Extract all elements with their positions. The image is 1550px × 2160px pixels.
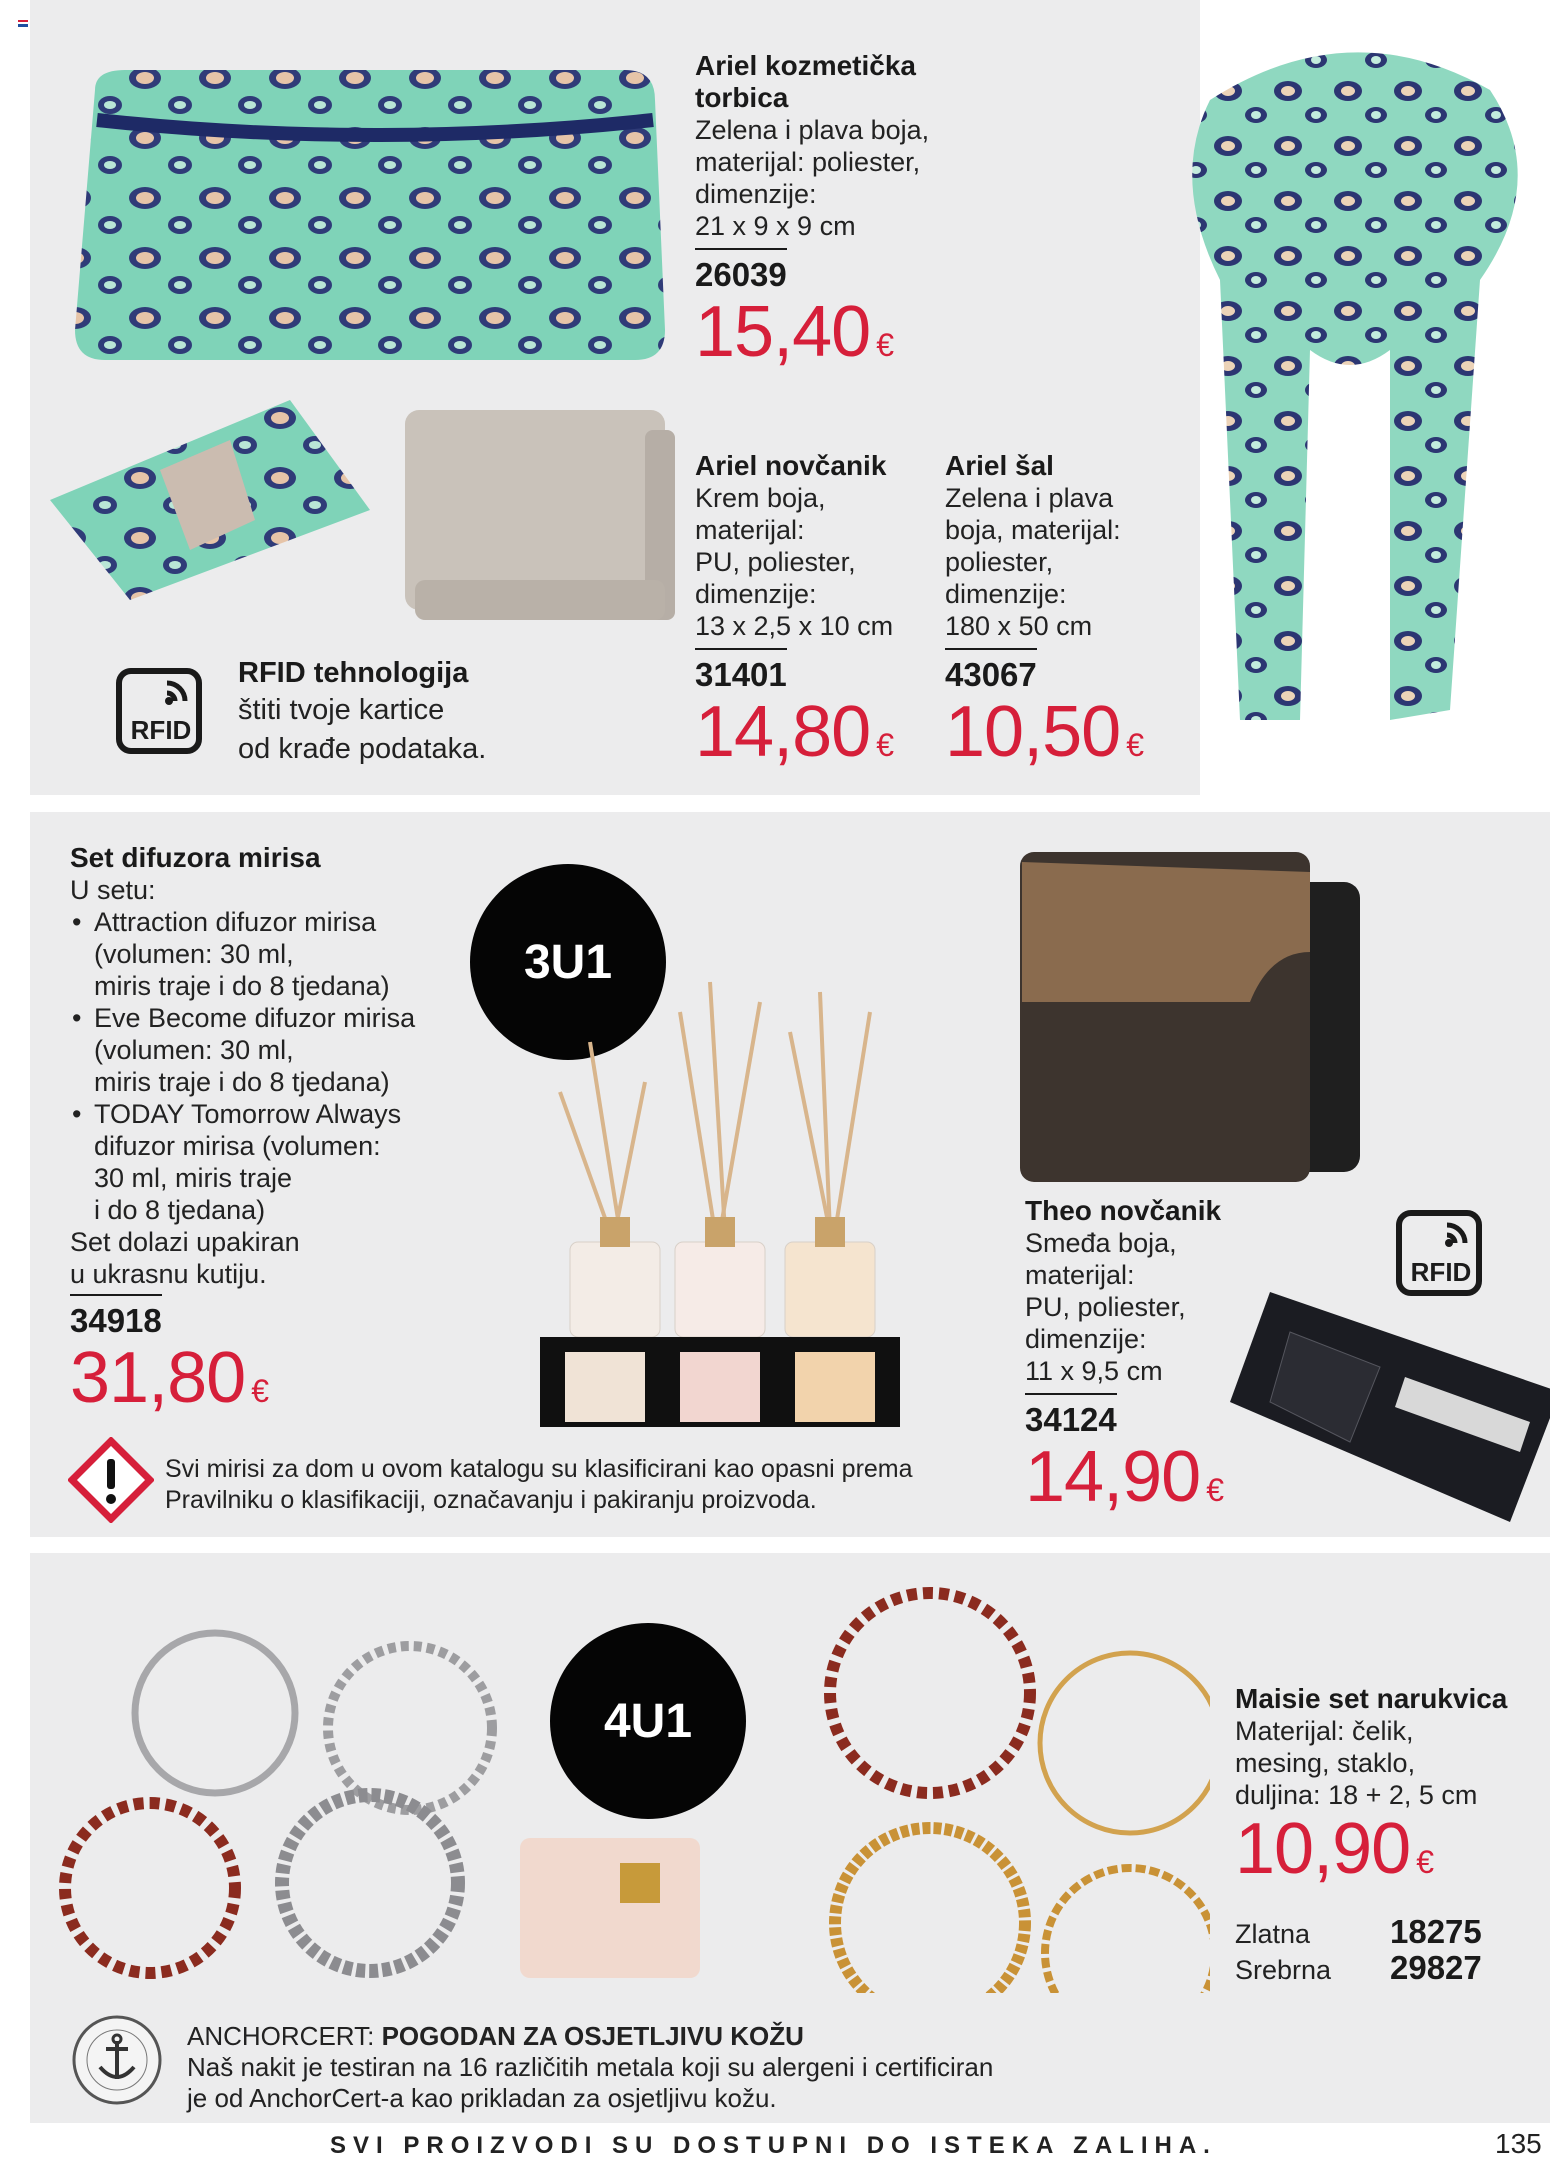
- scarf-desc-line-1: Zelena i plava: [945, 483, 1114, 513]
- wallet-desc-line-3: PU, poliester,: [695, 547, 856, 577]
- bracelets-title: Maisie set narukvica: [1235, 1683, 1508, 1714]
- diffuser-item-3-line-2: difuzor mirisa (volumen:: [94, 1131, 381, 1161]
- bag-desc-line-2: materijal: poliester,: [695, 147, 921, 177]
- anchorcert-headline-row: [187, 2021, 1087, 2052]
- 4in1-badge-text: 4U1: [603, 1694, 693, 1748]
- theo-desc-line-1: Smeđa boja,: [1025, 1228, 1177, 1258]
- ariel-wallet-closed-image: [395, 400, 695, 640]
- wallet-desc-line-2: materijal:: [695, 515, 805, 545]
- rfid-icon: [115, 665, 205, 755]
- variant-row-silver: [1235, 1949, 1535, 1986]
- hazard-warning-line-2: Pravilniku o klasifikaciji, označavanju i pakiranju proizvoda.: [165, 1486, 817, 1514]
- bottom-panel: [30, 1553, 1550, 2123]
- scarf-info: [945, 450, 1165, 783]
- diffuser-contents-list: [70, 906, 490, 1226]
- diffuser-item-3: [70, 1098, 490, 1226]
- theo-rfid-icon-text: RFID: [1410, 1257, 1472, 1287]
- wallet-price-value: 14,80: [695, 692, 871, 772]
- scarf-price-currency: €: [1126, 727, 1143, 763]
- page-number: 135: [1495, 2128, 1542, 2159]
- rfid-desc-line-1: štiti tvoje kartice: [238, 694, 445, 726]
- diffuser-item-3-line-4: i do 8 tjedana): [94, 1195, 266, 1225]
- bag-price-value: 15,40: [695, 292, 871, 372]
- 3in1-badge-text: 3U1: [523, 935, 613, 989]
- scarf-code: 43067: [945, 648, 1037, 694]
- diffuser-item-1-line-3: miris traje i do 8 tjedana): [94, 971, 390, 1001]
- diffuser-item-2-line-2: (volumen: 30 ml,: [94, 1035, 294, 1065]
- diffuser-packaging-line-2: u ukrasnu kutiju.: [70, 1259, 267, 1289]
- diffuser-code: 34918: [70, 1294, 162, 1340]
- wallet-code: 31401: [695, 648, 787, 694]
- scarf-image: [1150, 20, 1550, 730]
- hazard-warning-icon: [68, 1437, 154, 1523]
- diffuser-title: Set difuzora mirisa: [70, 842, 321, 873]
- wallet-desc-line-5: 13 x 2,5 x 10 cm: [695, 611, 894, 641]
- theo-desc-line-2: materijal:: [1025, 1260, 1135, 1290]
- anchorcert-headline: POGODAN ZA OSJETLJIVU KOŽU: [381, 2021, 804, 2051]
- rfid-info: [238, 655, 486, 769]
- diffuser-item-1-line-2: (volumen: 30 ml,: [94, 939, 294, 969]
- bracelets-desc-line-1: Materijal: čelik,: [1235, 1716, 1414, 1746]
- anchorcert-seal-icon: [70, 2013, 164, 2107]
- diffuser-price-value: 31,80: [70, 1338, 246, 1418]
- bracelets-desc-line-3: duljina: 18 + 2, 5 cm: [1235, 1780, 1478, 1810]
- bracelets-price-currency: €: [1416, 1844, 1433, 1880]
- cosmetic-bag-image: [55, 60, 685, 380]
- diffuser-intro: U setu:: [70, 875, 156, 905]
- theo-rfid-icon: [1395, 1207, 1485, 1297]
- diffuser-item-2-line-3: miris traje i do 8 tjedana): [94, 1067, 390, 1097]
- theo-title: Theo novčanik: [1025, 1195, 1222, 1226]
- theo-desc-line-5: 11 x 9,5 cm: [1025, 1356, 1163, 1386]
- anchorcert-line-1: Naš nakit je testiran na 16 različitih metala koji su alergeni i certificiran: [187, 2052, 994, 2082]
- anchorcert-text: [187, 2021, 1087, 2114]
- diffuser-item-1-line-1: • Attraction difuzor mirisa: [94, 907, 377, 937]
- theo-price-value: 14,90: [1025, 1437, 1201, 1517]
- bracelets-desc-line-2: mesing, staklo,: [1235, 1748, 1416, 1778]
- bag-title: Ariel kozmetička torbica: [695, 50, 916, 113]
- theo-desc-line-3: PU, poliester,: [1025, 1292, 1186, 1322]
- bracelets-image: [40, 1563, 1210, 1993]
- diffuser-packaging-line-1: Set dolazi upakiran: [70, 1227, 300, 1257]
- theo-price: [1025, 1439, 1265, 1528]
- scarf-desc-line-3: poliester,: [945, 547, 1054, 577]
- diffuser-item-2: [70, 1002, 490, 1098]
- scarf-price: [945, 694, 1165, 783]
- middle-panel: [30, 812, 1550, 1537]
- diffuser-item-2-line-1: • Eve Become difuzor mirisa: [94, 1003, 416, 1033]
- diffuser-item-1: [70, 906, 490, 1002]
- bag-desc-line-4: 21 x 9 x 9 cm: [695, 211, 856, 241]
- hazard-warning-line-1: Svi mirisi za dom u ovom katalogu su klasificirani kao opasni prema: [165, 1455, 913, 1483]
- theo-code: 34124: [1025, 1393, 1117, 1439]
- bag-info: [695, 50, 975, 383]
- wallet-desc-line-1: Krem boja,: [695, 483, 826, 513]
- diffuser-item-3-line-3: 30 ml, miris traje: [94, 1163, 293, 1193]
- flag-marker: [18, 20, 28, 27]
- anchorcert-label: ANCHORCERT:: [187, 2021, 375, 2051]
- rfid-desc-line-2: od krađe podataka.: [238, 733, 487, 765]
- scarf-desc-line-2: boja, materijal:: [945, 515, 1121, 545]
- variant-silver-code: 29827: [1390, 1949, 1482, 1986]
- footer-slogan: SVI PROIZVODI SU DOSTUPNI DO ISTEKA ZALIHA.: [330, 2132, 1217, 2159]
- theo-wallet-open-image: [1230, 1292, 1550, 1522]
- rfid-title: RFID tehnologija: [238, 657, 469, 689]
- rfid-icon-text: RFID: [130, 715, 192, 745]
- scarf-desc-line-4: dimenzije:: [945, 579, 1067, 609]
- diffuser-item-3-line-1: • TODAY Tomorrow Always: [94, 1099, 402, 1129]
- bag-desc-line-1: Zelena i plava boja,: [695, 115, 930, 145]
- bag-price-currency: €: [876, 327, 893, 363]
- wallet-info: [695, 450, 955, 783]
- hazard-warning-text: [165, 1454, 925, 1516]
- wallet-price: [695, 694, 955, 783]
- bag-code: 26039: [695, 248, 787, 294]
- anchorcert-line-2: je od AnchorCert-a kao prikladan za osjetljivu kožu.: [187, 2083, 777, 2113]
- wallet-desc-line-4: dimenzije:: [695, 579, 817, 609]
- variant-gold-code: 18275: [1390, 1913, 1482, 1950]
- bag-price: [695, 294, 975, 383]
- diffuser-price: [70, 1340, 490, 1429]
- scarf-title: Ariel šal: [945, 450, 1054, 481]
- bracelets-info: [1235, 1683, 1535, 1986]
- bracelets-price: [1235, 1811, 1535, 1900]
- top-panel: [30, 0, 1200, 795]
- theo-wallet-image: [1010, 832, 1370, 1212]
- diffuser-set-image: [530, 972, 930, 1432]
- scarf-desc-line-5: 180 x 50 cm: [945, 611, 1093, 641]
- bag-desc-line-3: dimenzije:: [695, 179, 817, 209]
- theo-price-currency: €: [1206, 1472, 1223, 1508]
- theo-info: [1025, 1195, 1265, 1528]
- bracelets-price-value: 10,90: [1235, 1809, 1411, 1889]
- scarf-price-value: 10,50: [945, 692, 1121, 772]
- variant-silver-name: Srebrna: [1235, 1955, 1332, 1985]
- theo-desc-line-4: dimenzije:: [1025, 1324, 1147, 1354]
- wallet-title: Ariel novčanik: [695, 450, 887, 481]
- diffuser-price-currency: €: [251, 1373, 268, 1409]
- ariel-wallet-open-image: [50, 400, 370, 600]
- variant-gold-name: Zlatna: [1235, 1919, 1311, 1949]
- diffuser-info: [70, 842, 490, 1429]
- wallet-price-currency: €: [876, 727, 893, 763]
- variant-row-gold: [1235, 1913, 1535, 1950]
